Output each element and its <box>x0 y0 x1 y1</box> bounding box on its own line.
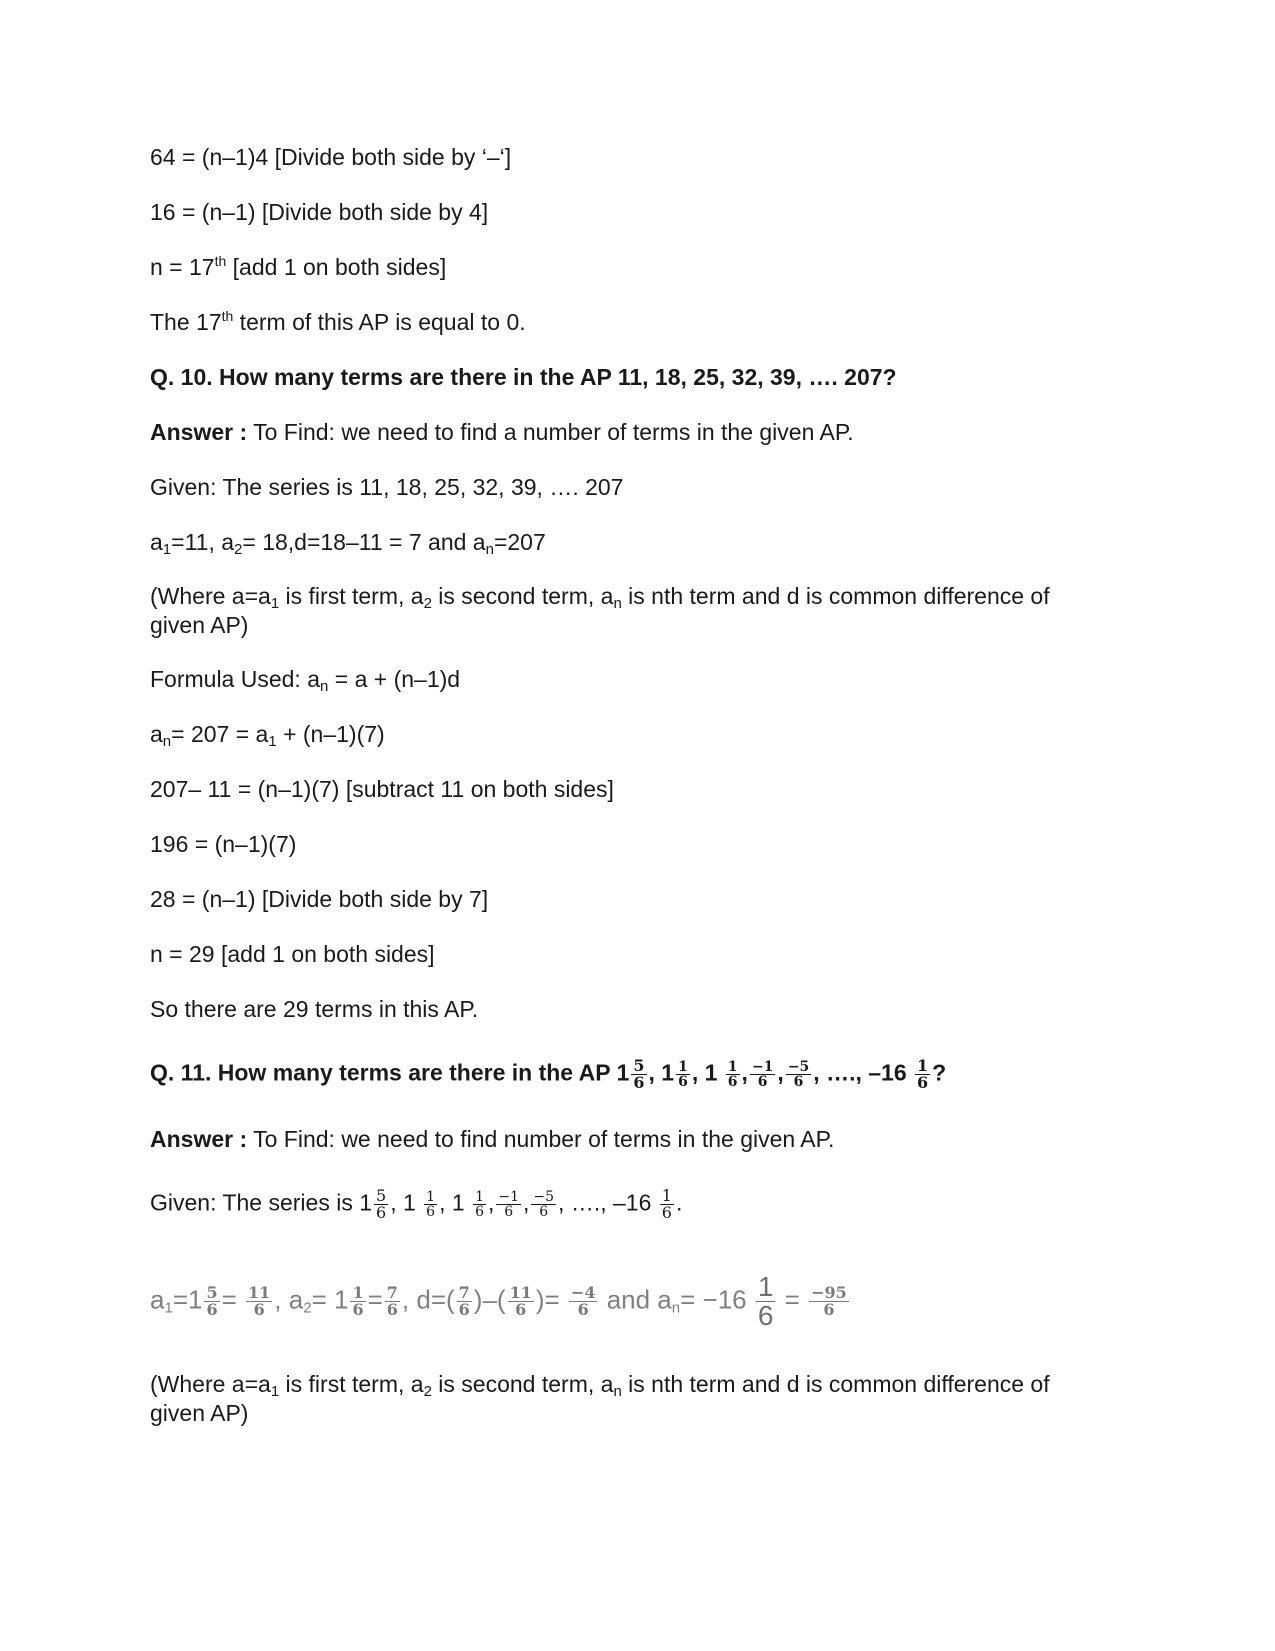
fraction: $\frac{1}{6}$ <box>917 1056 929 1092</box>
values-equation-image: $a_1=1$ $\frac{5}{6}$ = $\frac{11}{6}$ , $a_2= 1$ $\frac{1}{6}$ = $\frac{7}{6}$ , d=( $\frac{7}{6}$ )–( $\frac{11}{6}$ )= $\frac{-4}{6}$ and $a_n= -16$ $\frac{1}{6}$ = $\frac{-95}{6}$ <box>150 1271 847 1331</box>
fraction: $\frac{11}{6}$ <box>509 1283 532 1319</box>
fraction: $\frac{1}{6}$ <box>352 1283 364 1319</box>
equation-line: n = 29 [add 1 on both sides] <box>150 941 435 967</box>
answer-label: Answer : <box>150 1126 248 1152</box>
fraction: $\frac{-1}{6}$ <box>498 1189 520 1220</box>
fraction: $\frac{5}{6}$ <box>206 1283 218 1319</box>
values-line: $a_1=11$, $a_2= 18,d=18-11 = 7$ and $a_n=207$ <box>150 529 546 558</box>
equation-line: 64 = (n–1)4 [Divide both side by ‘–‘] <box>150 144 512 170</box>
fraction: $\frac{1}{6}$ <box>757 1271 774 1331</box>
fraction: $\frac{11}{6}$ <box>248 1283 271 1319</box>
answer-label: Answer : <box>150 419 248 445</box>
fraction: $\frac{-5}{6}$ <box>787 1059 810 1090</box>
fraction: $\frac{1}{6}$ <box>727 1059 738 1090</box>
result-line: The 17th term of this AP is equal to 0. <box>150 308 526 335</box>
formula-line: Formula Used: $a_n = a + (n-1)d$ <box>150 666 461 695</box>
equation-line: 196 = (n–1)(7) <box>150 831 297 857</box>
fraction: $\frac{-1}{6}$ <box>751 1059 774 1090</box>
where-note: (Where $a=a_1$ is first term, $a_2$ is second term, $a_n$ is nth term and d is common difference of given AP) <box>150 1371 1050 1426</box>
question-10: Q. 10. How many terms are there in the AP 11, 18, 25, 32, 39, …. 207? <box>150 364 897 390</box>
result-line: So there are 29 terms in this AP. <box>150 996 479 1022</box>
question-11: Q. 11. How many terms are there in the AP 1 $\frac{5}{6}$ , 1 $\frac{1}{6}$ , 1 $\frac{1}{6}$ , $\frac{-1}{6}$ , $\frac{-5}{6}$ , …., –16 $\frac{1}{6}$ ? <box>150 1056 947 1092</box>
equation-line: 207– 11 = (n–1)(7) [subtract 11 on both sides] <box>150 776 614 802</box>
answer-line: Answer : To Find: we need to find a number of terms in the given AP. <box>150 419 854 445</box>
equation-line: 16 = (n–1) [Divide both side by 4] <box>150 199 489 225</box>
fraction: $\frac{5}{6}$ <box>633 1056 645 1092</box>
fraction: $\frac{7}{6}$ <box>386 1283 398 1319</box>
equation-line: $a_n= 207 = a_1 + (n-1)(7)$ <box>150 721 385 750</box>
fraction: $\frac{1}{6}$ <box>678 1059 688 1090</box>
fraction: $\frac{-5}{6}$ <box>533 1189 555 1220</box>
fraction: $\frac{5}{6}$ <box>376 1186 387 1222</box>
fraction: $\frac{-4}{6}$ <box>570 1283 596 1319</box>
fraction: $\frac{1}{6}$ <box>426 1189 436 1220</box>
fraction: $\frac{1}{6}$ <box>661 1186 672 1222</box>
fraction: $\frac{7}{6}$ <box>458 1283 470 1319</box>
given-line: Given: The series is 1 $\frac{5}{6}$ , 1 $\frac{1}{6}$ , 1 $\frac{1}{6}$ , $\frac{-1}{6}$ , $\frac{-5}{6}$ , …., –16 $\frac{1}{6}$ . <box>150 1186 683 1222</box>
fraction: $\frac{-95}{6}$ <box>811 1283 847 1319</box>
where-note: (Where $a=a_1$ is first term, $a_2$ is second term, $a_n$ is nth term and d is common difference of given AP) <box>150 583 1050 638</box>
equation-line: 28 = (n–1) [Divide both side by 7] <box>150 886 489 912</box>
answer-line: Answer : To Find: we need to find number of terms in the given AP. <box>150 1126 835 1152</box>
given-line: Given: The series is 11, 18, 25, 32, 39, …. 207 <box>150 474 624 500</box>
fraction: $\frac{1}{6}$ <box>475 1189 484 1220</box>
equation-line: n = 17th [add 1 on both sides] <box>150 253 447 280</box>
